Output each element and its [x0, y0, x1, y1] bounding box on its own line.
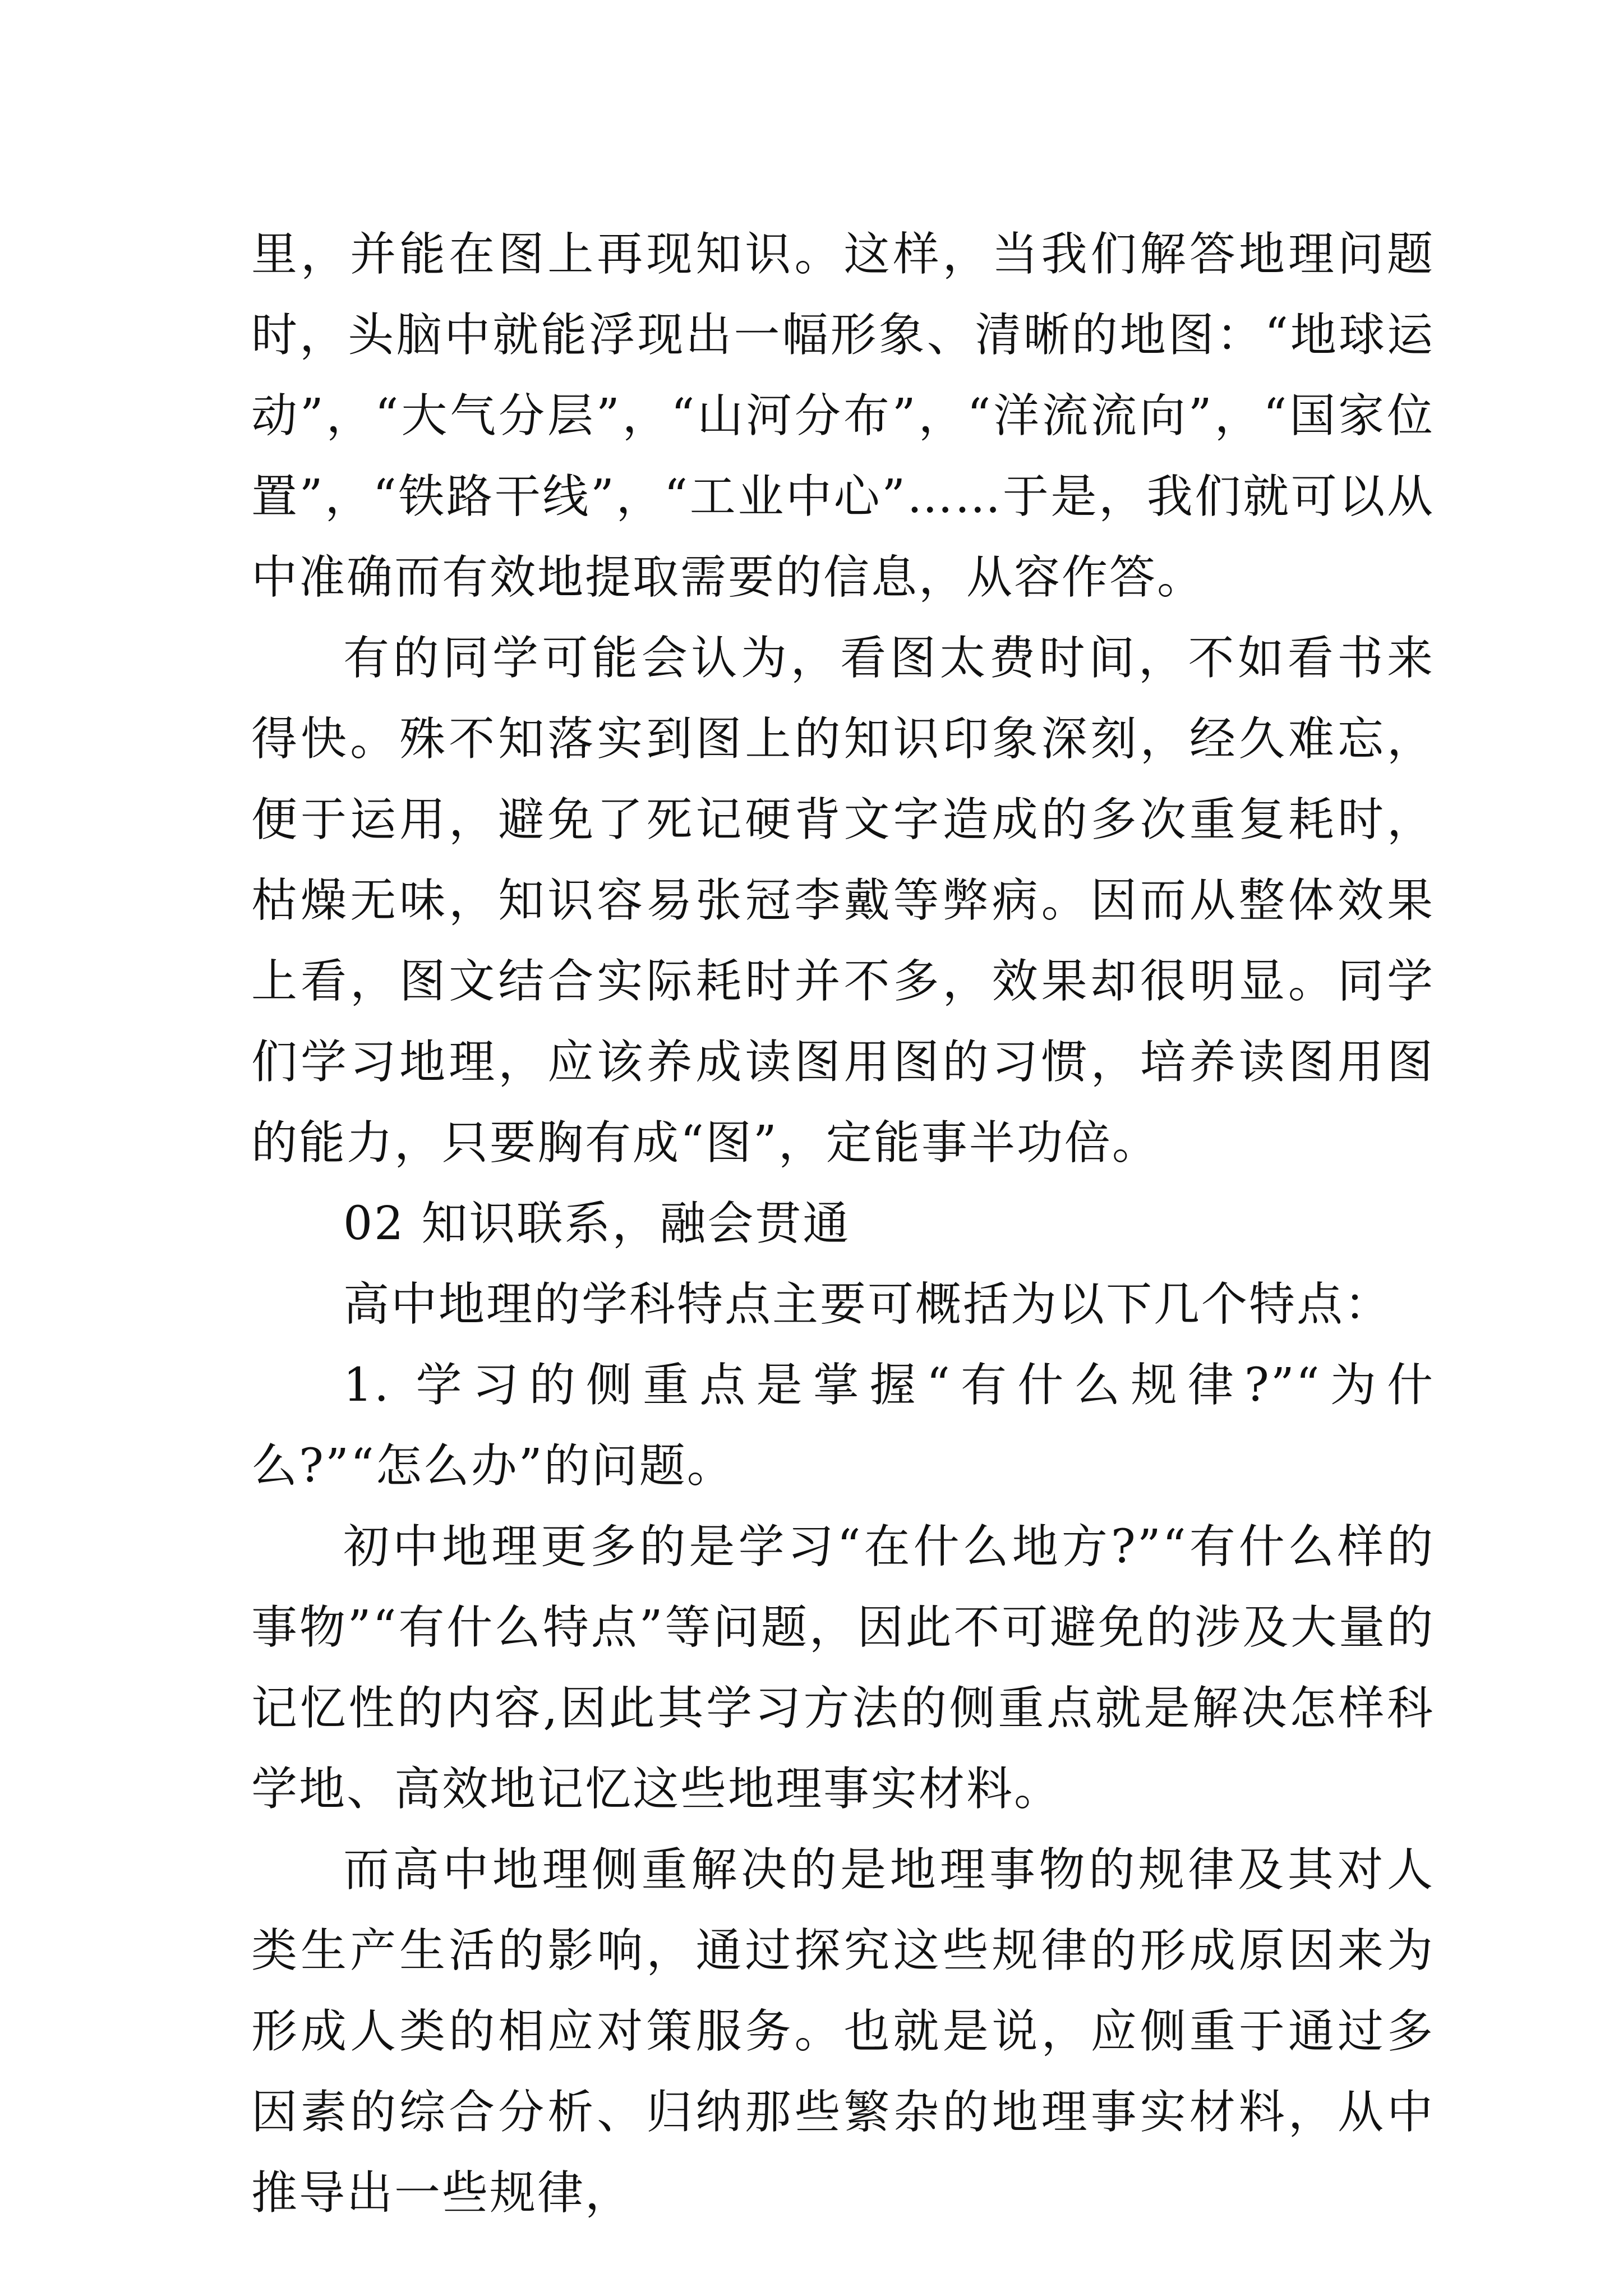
paragraph-junior-geography: 初中地理更多的是学习“在什么地方?”“有什么样的事物”“有什么特点”等问题，因此不可避免的涉及大量的记忆性的内容,因此其学习方法的侧重点就是解决怎样科学地、高效地记忆这些地理事实材料。 — [251, 1520, 1435, 1816]
list-item-1: 1. 学习的侧重点是掌握“有什么规律?”“为什么?”“怎么办”的问题。 — [251, 1359, 1435, 1493]
body-text — [251, 214, 1435, 2234]
paragraph-senior-geography: 而高中地理侧重解决的是地理事物的规律及其对人类生产生活的影响，通过探究这些规律的形成原因来为形成人类的相应对策服务。也就是说，应侧重于通过多因素的综合分析、归纳那些繁杂的地理事实材料，从中推导出一些规律， — [251, 1843, 1435, 2220]
paragraph-continuation: 里，并能在图上再现知识。这样，当我们解答地理问题时，头脑中就能浮现出一幅形象、清晰的地图：“地球运动”，“大气分层”，“山河分布”，“洋流流向”，“国家位置”，“铁路干线”，“工业中心”……于是，我们就可以从中准确而有效地提取需要的信息，从容作答。 — [251, 228, 1435, 604]
paragraph-subject-features: 高中地理的学科特点主要可概括为以下几个特点： — [343, 1278, 1393, 1331]
section-heading: 02 知识联系，融会贯通 — [343, 1197, 851, 1250]
paragraph-map-reading: 有的同学可能会认为，看图太费时间，不如看书来得快。殊不知落实到图上的知识印象深刻，经久难忘，便于运用，避免了死记硬背文字造成的多次重复耗时，枯燥无味，知识容易张冠李戴等弊病。因而从整体效果上看，图文结合实际耗时并不多，效果却很明显。同学们学习地理，应该养成读图用图的习惯，培养读图用图的能力，只要胸有成“图”，定能事半功倍。 — [251, 632, 1435, 1170]
